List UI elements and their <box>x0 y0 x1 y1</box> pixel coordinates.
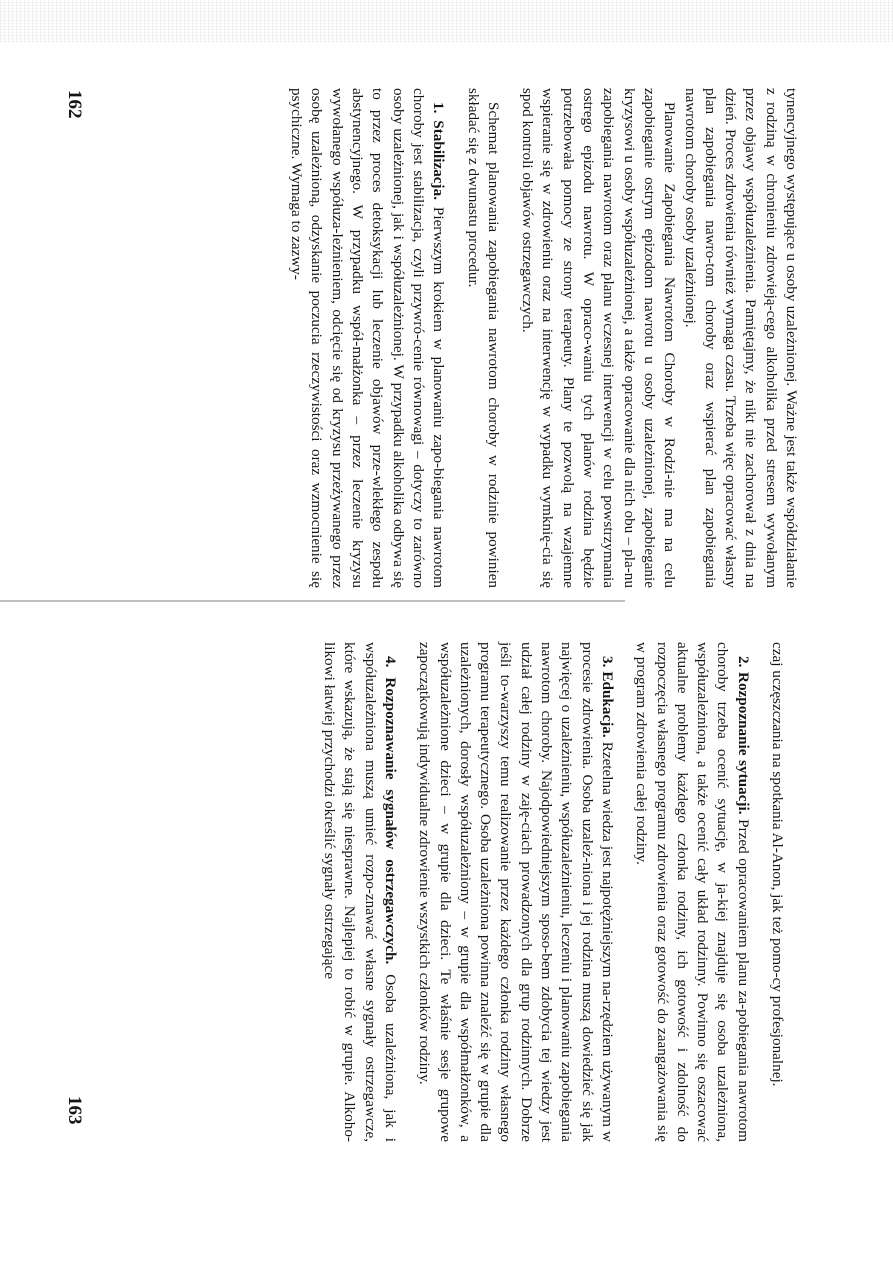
page-fold <box>0 600 893 602</box>
paragraph-body: Przed opracowaniem planu za-pobiegania nawrotom choroby trzeba ocenić sytuację, w ja-kiej znajduje się osoba uzależniona, współuzależniona, a także ocenić cały układ rodzinny. Powinno się oszacować aktualne problemy każdego członka rodziny, ich gotowość i zdolność do rozpoczęcia własnego programu zdrowienia oraz gotowość do zaangażowania się w program zdrowienia całej rodziny. <box>633 642 752 1142</box>
paragraph: czaj uczęszczania na spotkania Al-Anon, jak też pomo-cy profesjonalnej. <box>769 642 786 1087</box>
section-heading: 2. Rozpoznanie sytuacji. <box>734 656 752 815</box>
paragraph-sygnaly <box>319 642 400 1142</box>
paragraph-edukacja <box>414 642 617 1142</box>
page-162 <box>0 0 893 610</box>
paragraph: Schemat planowania zapobiegania nawrotom choroby w rodzinie powinien składać się z dwunastu procedur. <box>464 88 502 588</box>
paragraph-rozpoznanie <box>631 642 753 1142</box>
paragraph: tynencyjnego występujące u osoby uzależnionej. Ważne jest także współdziałanie z rodziną w chronieniu zdrowieją-cego alkoholika przed stresem wywołanym przez objawy współuzależnienia. Pamiętajmy, że nikt nie zachorował z dnia na dzień. Proces zdrowienia również wymaga czasu. Trzeba więc opracować własny plan zapobiegania nawro-tom choroby oraz wspierać plan zapobiegania nawrotom choroby osoby uzależnionej. <box>681 88 800 588</box>
section-heading: 1. Stabilizacja. <box>430 102 448 201</box>
page-163 <box>0 620 893 1263</box>
page-number: 162 <box>64 90 85 119</box>
text-column-left <box>286 88 801 588</box>
text-column-right <box>319 642 787 1142</box>
paragraph-body: Osoba uzależniona, jak i współuzależniona muszą umieć rozpo-znawać własne sygnały ostrzegawcze, które wskazują, że stają się niesprawne. Najlepiej to robić w grupie. Alkoho-likowi łatwiej przychodzi określić sygnały ostrzegające <box>321 642 399 1142</box>
paragraph-stabilizacja <box>286 88 448 588</box>
section-heading: 4. Rozpoznawanie sygnałów ostrzegawczych. <box>381 656 399 965</box>
paragraph-body: Rzetelna wiedza jest najpotężniejszym na-rzędziem używanym w procesie zdrowienia. Osoba uzależ-niona i jej rodzina muszą dowiedzieć się jak najwięcej o uzależnieniu, współuzależnieniu, leczeniu i planowaniu zapobiegania nawrotom choroby. Najodpowiedniejszym sposo-bem zdobycia tej wiedzy jest udział całej rodziny w zaję-ciach prowadzonych dla grup rodzinnych. Dobrze jeśli to-warzyszy temu realizowanie przez każdego członka rodziny własnego programu terapeutycznego. Osoba uzależniona powinna znaleźć się w grupie dla uzależnionych, dorosły współuzależniony – w grupie dla współmałżonków, a współuzależnione dzieci – w grupie dla dzieci. Te właśnie sesje grupowe zapoczątkowują indywidualne zdrowienie wszystkich członków rodziny. <box>416 642 616 1142</box>
paragraph-body: Pierwszym krokiem w planowaniu zapo-biegania nawrotom choroby jest stabilizacja, czyli przywró-cenie równowagi – dotyczy to zarówno osoby uzależnionej, jak i współuzależnionej. W przypadku alkoholika odbywa się to przez proces detoksykacji lub leczenie objawów prze-wlekłego zespołu abstynencyjnego. W przypadku współ-małżonka – przez leczenie kryzysu wywołanego współuza-leżnieniem, odcięcie się od kryzysu przeżywanego przez osobę uzależnioną, odzyskanie poczucia rzeczywistości oraz wzmocnienie się psychiczne. Wymaga to zazwy- <box>288 88 448 588</box>
paragraph: Planowanie Zapobiegania Nawrotom Choroby w Rodzi-nie ma na celu zapobieganie ostrym epizodom nawrotu u osoby uzależnionej, zapobieganie kryzysowi u osoby współuzależnionej, a także opracowanie dla nich obu – pla-nu zapobiegania nawrotom oraz planu wczesnej interwencji w celu powstrzymania ostrego epizodu nawrotu. W opraco-waniu tych planów rodzina będzie potrzebowała pomocy ze strony terapeuty. Plany te pozwolą na wzajemne wspieranie się w zdrowieniu oraz na interwencję w wypadku wymknię-cia się spod kontroli objawów ostrzegawczych. <box>519 88 679 588</box>
section-heading: 3. Edukacja. <box>598 656 616 738</box>
page-number: 163 <box>64 1096 85 1125</box>
